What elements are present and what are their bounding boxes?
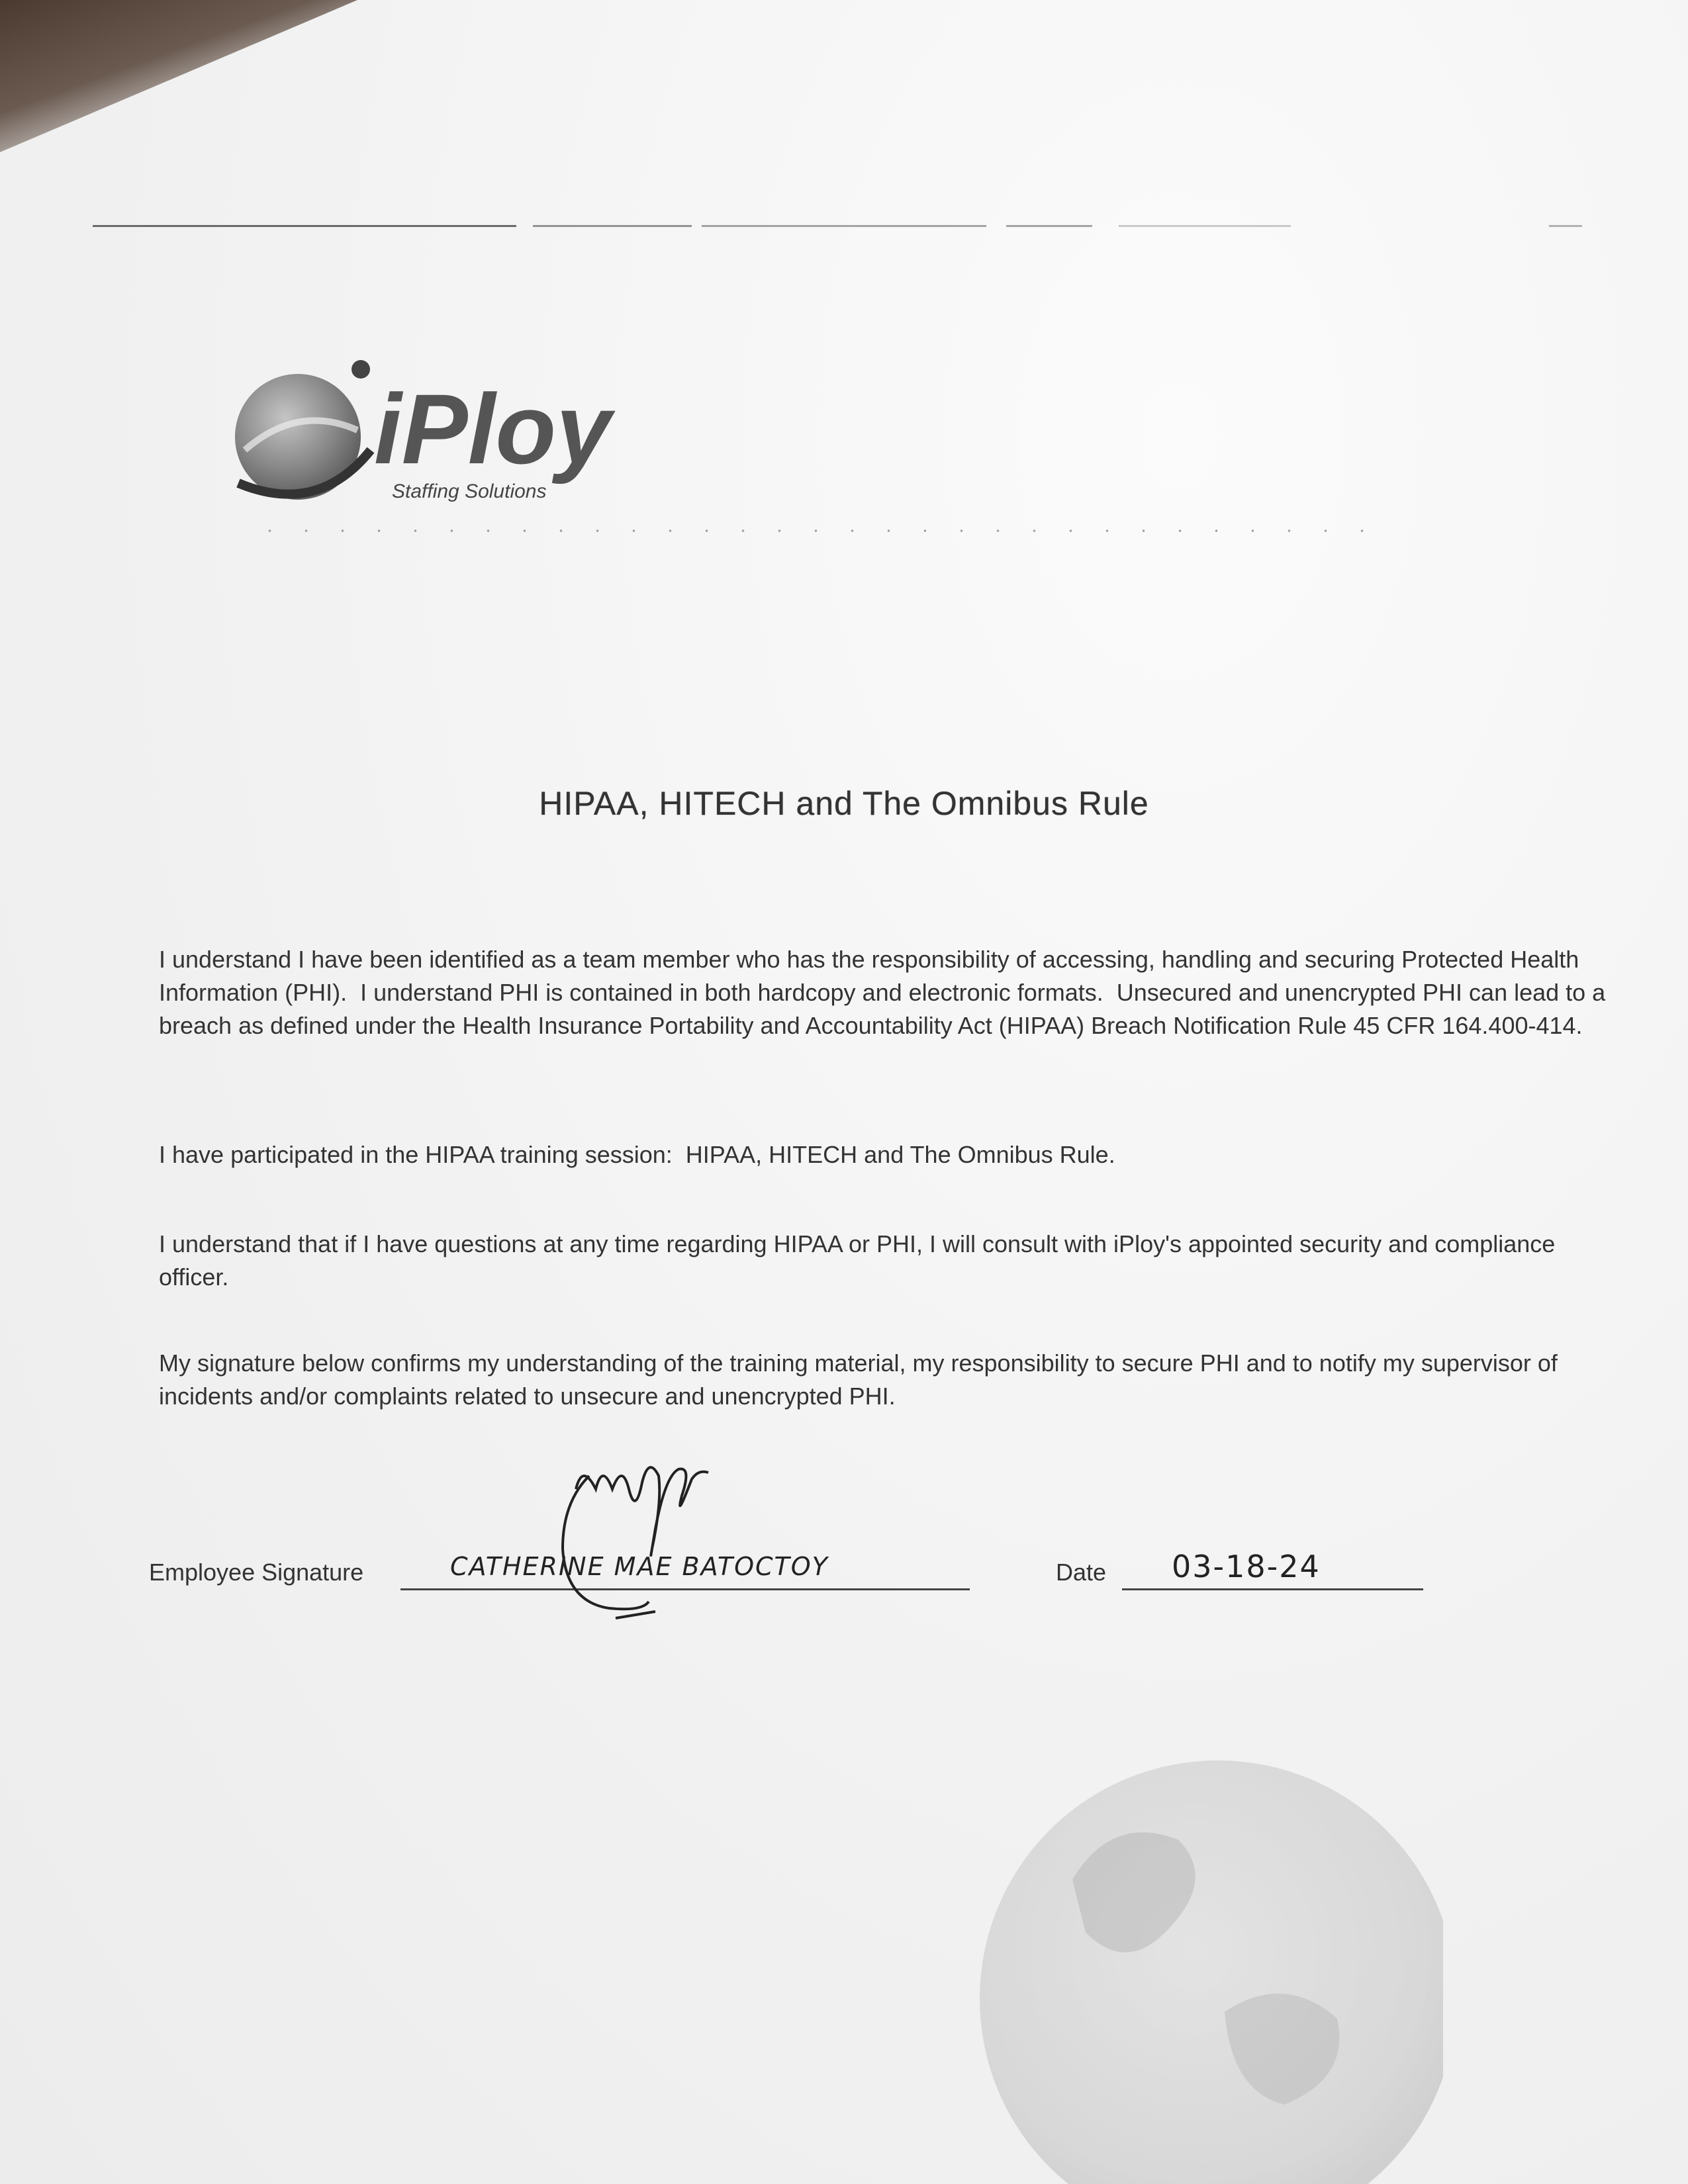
printed-name-handwritten: CATHERINE MAE BATOCTOY: [450, 1552, 829, 1581]
header-rule-segment: [1549, 225, 1582, 227]
logo-dotted-rule: [252, 529, 1377, 532]
logo-tagline: Staffing Solutions: [392, 480, 547, 502]
header-rule-segment: [702, 225, 986, 227]
date-handwritten: 03-18-24: [1172, 1549, 1321, 1584]
globe-watermark-icon: [940, 1734, 1443, 2184]
logo-brand-text: iPloy: [374, 373, 612, 484]
header-rule-segment: [1006, 225, 1092, 227]
paragraph-responsibility: I understand I have been identified as a team member who has the responsibility of accessing, handling and securing Protected Health Information (PHI). I understand PHI is contained in both hardcopy and electronic formats. Unsecured and unencrypted PHI can lead to a breach as defined under the Health Insurance Portability and Accountability Act (HIPAA) Breach Notification Rule 45 CFR 164.400-414.: [159, 946, 1613, 1039]
handwritten-signature: [549, 1449, 801, 1635]
header-rule-segment: [1119, 225, 1291, 227]
document-title: HIPAA, HITECH and The Omnibus Rule: [539, 785, 1149, 822]
paragraph-training: I have participated in the HIPAA training session: HIPAA, HITECH and The Omnibus Rule.: [159, 1141, 1115, 1168]
globe-logo-icon: [218, 351, 695, 536]
paragraph-questions: I understand that if I have questions at any time regarding HIPAA or PHI, I will consult with iPloy's appointed security and compliance officer.: [159, 1230, 1562, 1291]
header-rule-segment: [533, 225, 692, 227]
date-label: Date: [1056, 1559, 1107, 1586]
iploy-logo: [218, 351, 695, 536]
paragraph-confirmation: My signature below confirms my understanding of the training material, my responsibility to secure PHI and to notify my supervisor of incidents and/or complaints related to unsecure and unencrypted PHI.: [159, 1349, 1564, 1410]
date-line: [1122, 1588, 1423, 1590]
header-rule: [93, 225, 516, 227]
employee-signature-label: Employee Signature: [149, 1559, 364, 1586]
